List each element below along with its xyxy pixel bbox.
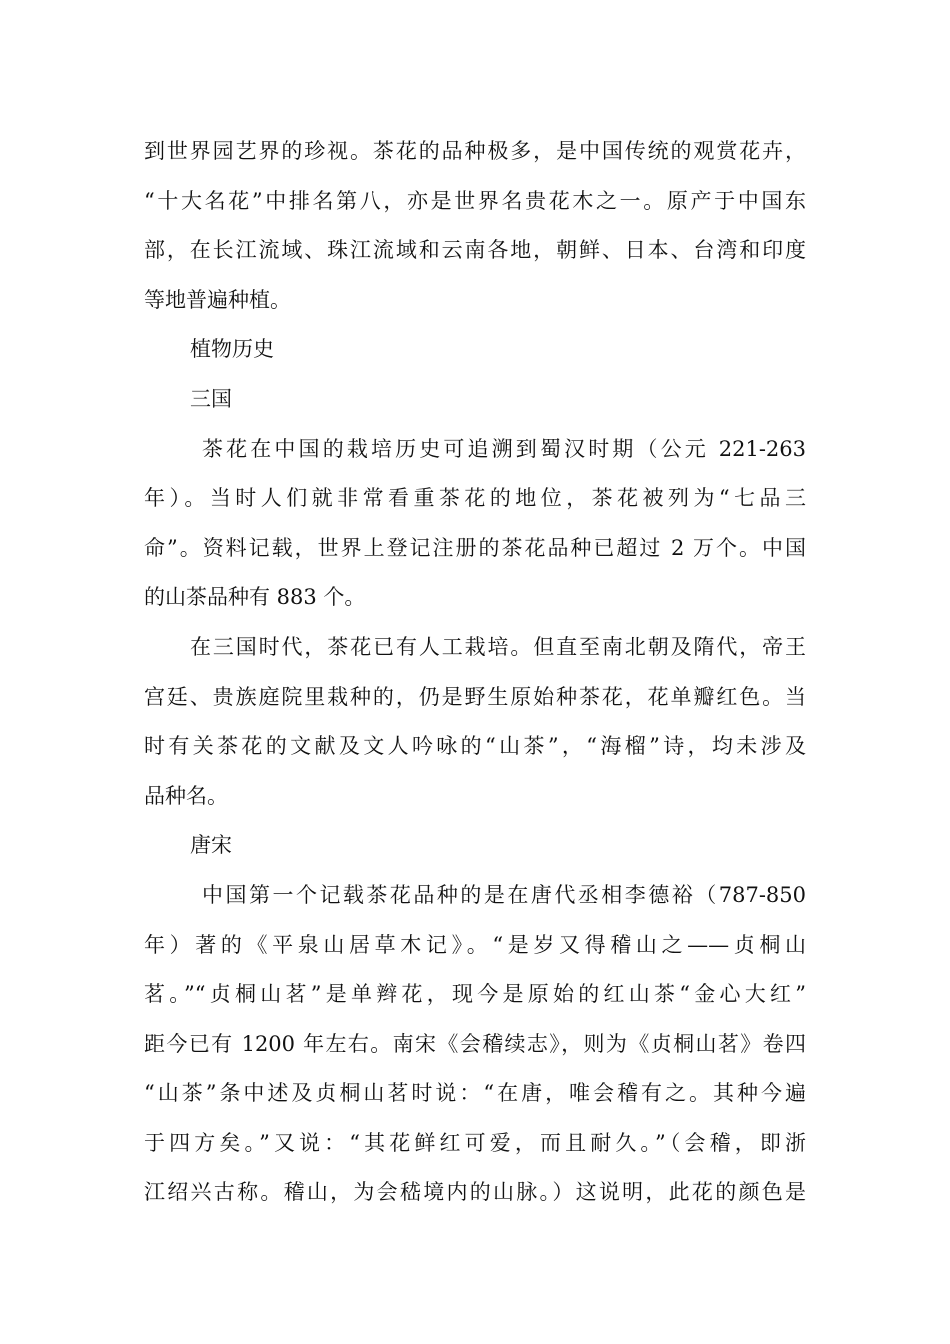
paragraph-line: “山茶”条中述及贞桐山茗时说：“在唐，唯会稽有之。其种今遍 bbox=[144, 1081, 806, 1106]
document-body bbox=[144, 127, 806, 1218]
section-heading-tang-song: 唐宋 bbox=[190, 833, 232, 858]
paragraph-line: 命”。资料记载，世界上登记注册的茶花品种已超过 2 万个。中国 bbox=[144, 535, 806, 560]
paragraph-line: 茗。”“贞桐山茗”是单辫花，现今是原始的红山茶“金心大红” bbox=[144, 982, 806, 1007]
paragraph-line: 品种名。 bbox=[144, 783, 228, 808]
paragraph-line: 部，在长江流域、珠江流域和云南各地，朝鲜、日本、台湾和印度 bbox=[144, 238, 806, 263]
paragraph-line: 茶花在中国的栽培历史可追溯到蜀汉时期（公元 221-263 bbox=[202, 436, 806, 461]
paragraph-line: “十大名花”中排名第八，亦是世界名贵花木之一。原产于中国东 bbox=[144, 188, 806, 213]
paragraph-line: 年）著的《平泉山居草木记》。“是岁又得稽山之——贞桐山 bbox=[144, 932, 806, 957]
paragraph-line: 时有关茶花的文献及文人吟咏的“山茶”，“海榴”诗，均未涉及 bbox=[144, 734, 806, 759]
paragraph-line: 中国第一个记载茶花品种的是在唐代丞相李德裕（787-850 bbox=[202, 882, 806, 907]
section-heading-plant-history: 植物历史 bbox=[190, 337, 274, 362]
paragraph-line: 在三国时代，茶花已有人工栽培。但直至南北朝及隋代，帝王 bbox=[190, 634, 806, 659]
paragraph-line: 于四方矣。”又说：“其花鲜红可爱，而且耐久。”（会稽，即浙 bbox=[144, 1130, 806, 1155]
paragraph-line: 的山茶品种有 883 个。 bbox=[144, 585, 366, 610]
paragraph-line: 年）。当时人们就非常看重茶花的地位，茶花被列为“七品三 bbox=[144, 486, 806, 511]
paragraph-line: 到世界园艺界的珍视。茶花的品种极多，是中国传统的观赏花卉， bbox=[144, 139, 806, 163]
paragraph-line: 等地普遍种植。 bbox=[144, 287, 291, 312]
paragraph-line: 江绍兴古称。稽山，为会嵇境内的山脉。）这说明，此花的颜色是 bbox=[144, 1180, 806, 1205]
section-heading-three-kingdoms: 三国 bbox=[190, 386, 232, 411]
paragraph-line: 宫廷、贵族庭院里栽种的，仍是野生原始种茶花，花单瓣红色。当 bbox=[144, 684, 806, 709]
paragraph-line: 距今已有 1200 年左右。南宋《会稽续志》，则为《贞桐山茗》卷四 bbox=[144, 1031, 806, 1056]
